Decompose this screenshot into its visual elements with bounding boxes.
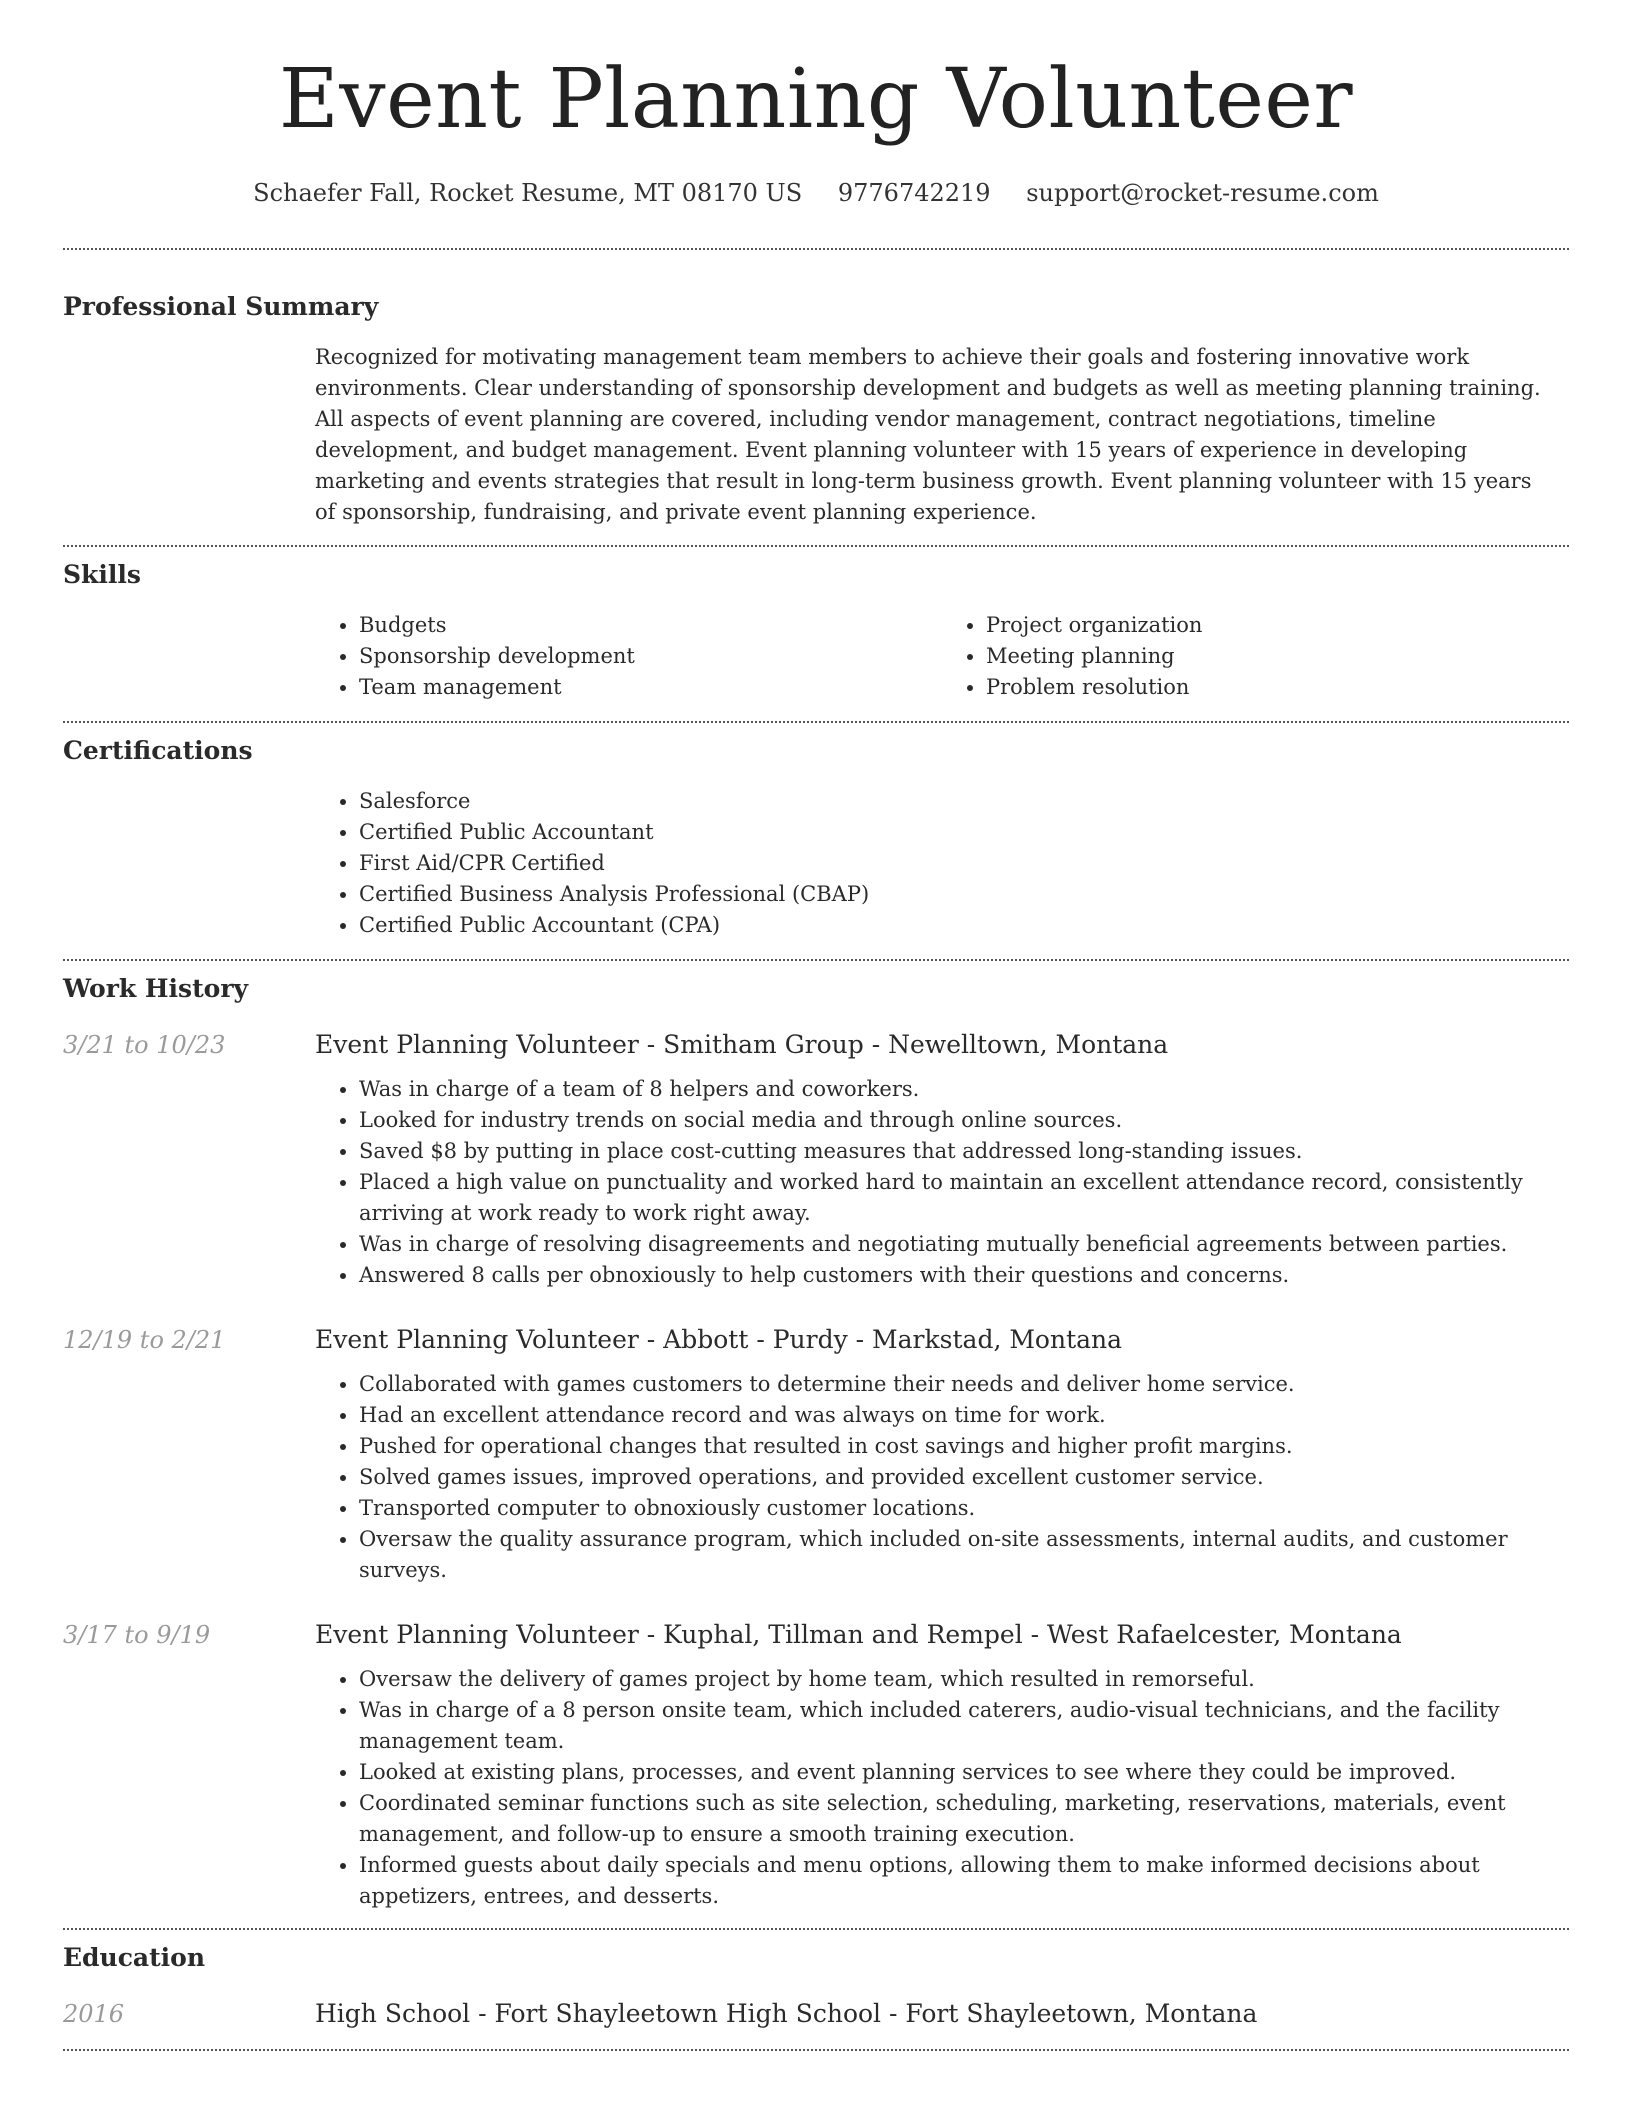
section-title-summary: Professional Summary <box>63 292 379 321</box>
job-bullets <box>315 1369 1569 1586</box>
skills-list-left <box>315 610 942 703</box>
section-title-work: Work History <box>63 974 249 1003</box>
job-bullet: • Saved $8 by putting in place cost-cutting measures that addressed long-standing issues. <box>359 1136 1559 1167</box>
divider <box>63 1928 1569 1930</box>
skill-item: • Team management <box>359 672 942 703</box>
job-bullet: • Coordinated seminar functions such as site selection, scheduling, marketing, reservations, materials, event management, and follow-up to ensure a smooth training execution. <box>359 1788 1559 1850</box>
job-bullet: • Pushed for operational changes that resulted in cost savings and higher profit margins. <box>359 1431 1559 1462</box>
education-title: High School - Fort Shayleetown High School - Fort Shayleetown, Montana <box>315 1999 1258 2028</box>
skills-section <box>63 560 1569 703</box>
job-bullet: • Solved games issues, improved operations, and provided excellent customer service. <box>359 1462 1559 1493</box>
job-entry <box>63 1620 1569 1912</box>
job-header <box>63 1030 1569 1060</box>
job-bullet: • Informed guests about daily specials and menu options, allowing them to make informed decisions about appetizers, entrees, and desserts. <box>359 1850 1559 1912</box>
job-entry <box>63 1030 1569 1291</box>
education-date: 2016 <box>63 2000 125 2028</box>
job-title: Event Planning Volunteer - Smitham Group - Newelltown, Montana <box>315 1030 1169 1059</box>
skill-item: • Project organization <box>986 610 1569 641</box>
section-title-skills: Skills <box>63 560 141 589</box>
summary-text: Recognized for motivating management team members to achieve their goals and fostering innovative work environments. Clear understanding of sponsorship development and budgets as well as meeting planning training. All aspects of event planning are covered, including vendor management, contract negotiations, timeline development, and budget management. Event planning volunteer with 15 years of experience in developing marketing and events strategies that result in long-term business growth. Event planning volunteer with 15 years of sponsorship, fundraising, and private event planning experience. <box>315 345 1541 524</box>
divider <box>63 721 1569 723</box>
certifications-list-wrap <box>315 786 1569 941</box>
job-bullet: • Looked for industry trends on social media and through online sources. <box>359 1105 1559 1136</box>
job-bullet: • Placed a high value on punctuality and worked hard to maintain an excellent attendance record, consistently arriving at work ready to work right away. <box>359 1167 1559 1229</box>
section-title-certifications: Certifications <box>63 736 253 765</box>
divider <box>63 959 1569 961</box>
education-entry <box>63 1999 1569 2029</box>
job-bullets <box>315 1074 1569 1291</box>
job-header <box>63 1620 1569 1650</box>
skill-item: • Budgets <box>359 610 942 641</box>
job-bullet: • Had an excellent attendance record and was always on time for work. <box>359 1400 1559 1431</box>
certification-item: • Salesforce <box>359 786 1569 817</box>
certifications-list <box>315 786 1569 941</box>
work-history-section <box>63 974 1569 1912</box>
certification-item: • First Aid/CPR Certified <box>359 848 1569 879</box>
certification-item: • Certified Public Accountant (CPA) <box>359 910 1569 941</box>
job-title: Event Planning Volunteer - Abbott - Purdy - Markstad, Montana <box>315 1325 1123 1354</box>
certification-item: • Certified Public Accountant <box>359 817 1569 848</box>
job-bullet: • Oversaw the delivery of games project by home team, which resulted in remorseful. <box>359 1664 1559 1695</box>
job-date: 3/17 to 9/19 <box>63 1621 211 1649</box>
job-title: Event Planning Volunteer - Kuphal, Tillman and Rempel - West Rafaelcester, Montana <box>315 1620 1402 1649</box>
job-bullet: • Was in charge of resolving disagreements and negotiating mutually beneficial agreements between parties. <box>359 1229 1559 1260</box>
job-bullets <box>315 1664 1569 1912</box>
job-bullet: • Was in charge of a team of 8 helpers and coworkers. <box>359 1074 1559 1105</box>
job-header <box>63 1325 1569 1355</box>
job-date: 12/19 to 2/21 <box>63 1326 226 1354</box>
skill-item: • Sponsorship development <box>359 641 942 672</box>
skills-columns <box>315 610 1569 703</box>
divider <box>63 545 1569 547</box>
divider <box>63 248 1569 250</box>
education-section <box>63 1943 1569 2029</box>
job-entry <box>63 1325 1569 1586</box>
summary-section <box>63 292 1569 528</box>
contact-address: Schaefer Fall, Rocket Resume, MT 08170 US <box>253 179 803 207</box>
job-bullet: • Transported computer to obnoxiously customer locations. <box>359 1493 1559 1524</box>
skills-list-right <box>942 610 1569 703</box>
skill-item: • Problem resolution <box>986 672 1569 703</box>
resume-name: Event Planning Volunteer <box>278 52 1354 147</box>
skill-item: • Meeting planning <box>986 641 1569 672</box>
certifications-section <box>63 736 1569 941</box>
divider <box>63 2049 1569 2051</box>
job-bullet: • Answered 8 calls per obnoxiously to help customers with their questions and concerns. <box>359 1260 1559 1291</box>
job-bullet: • Looked at existing plans, processes, and event planning services to see where they could be improved. <box>359 1757 1559 1788</box>
job-bullet: • Was in charge of a 8 person onsite team, which included caterers, audio-visual technicians, and the facility management team. <box>359 1695 1559 1757</box>
certification-item: • Certified Business Analysis Professional (CBAP) <box>359 879 1569 910</box>
contact-line <box>63 178 1569 208</box>
contact-email: support@rocket-resume.com <box>1026 179 1379 207</box>
job-date: 3/21 to 10/23 <box>63 1031 226 1059</box>
job-bullet: • Oversaw the quality assurance program, which included on-site assessments, internal audits, and customer surveys. <box>359 1524 1559 1586</box>
section-title-education: Education <box>63 1943 206 1972</box>
job-bullet: • Collaborated with games customers to determine their needs and deliver home service. <box>359 1369 1559 1400</box>
contact-phone: 9776742219 <box>837 179 991 207</box>
